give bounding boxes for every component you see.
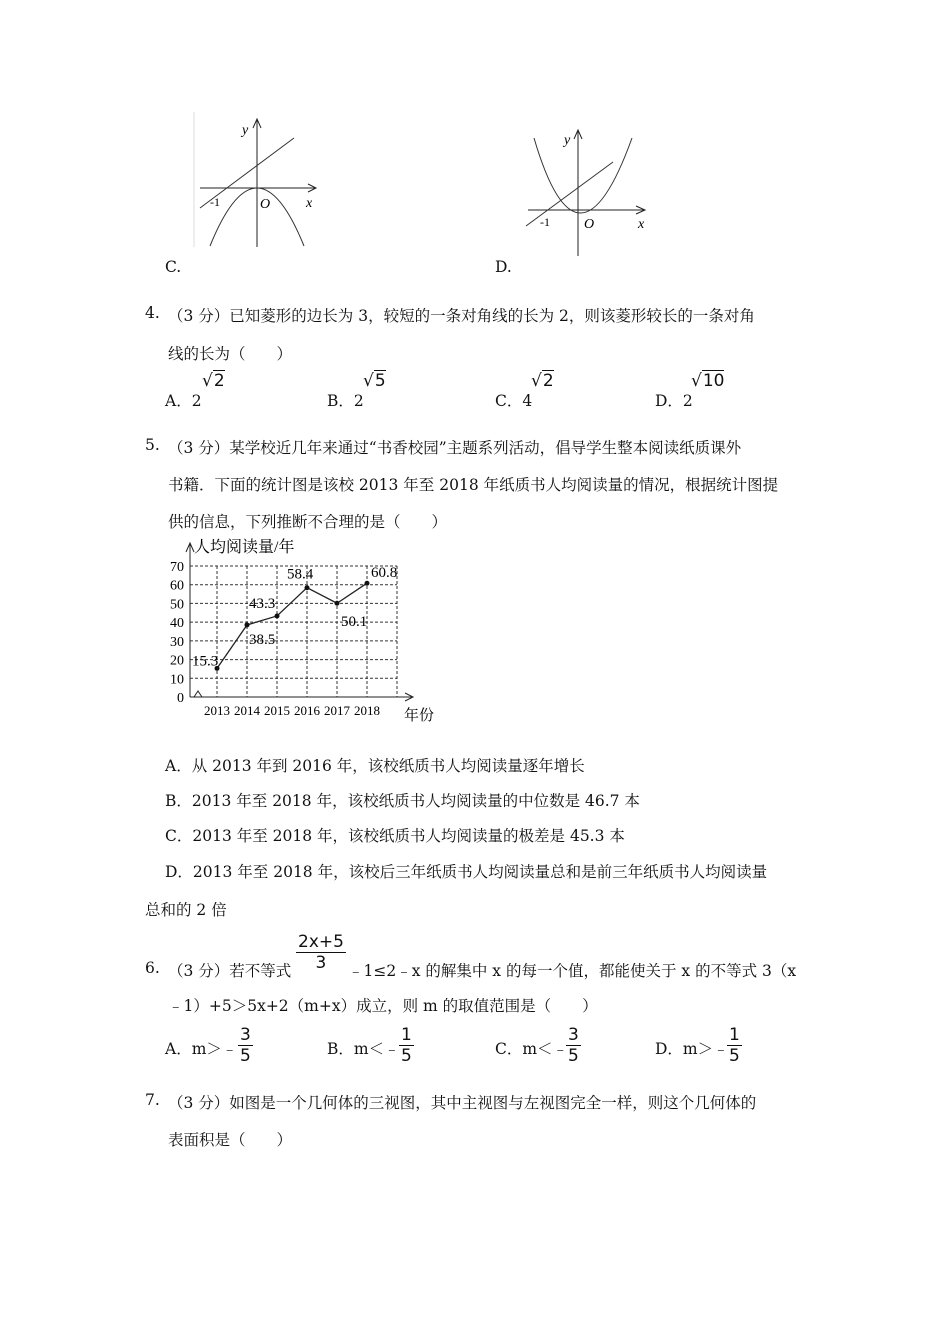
tick-label: -1 <box>210 195 220 209</box>
data-label: 50.1 <box>341 614 368 631</box>
question-text: 书籍．下面的统计图是该校 2013 年至 2018 年纸质书人均阅读量的情况，根据统计图提 <box>168 476 779 494</box>
data-point <box>305 585 310 590</box>
sqrt-expression: √2 <box>202 371 225 391</box>
option-a[interactable]: A．从 2013 年到 2016 年，该校纸质书人均阅读量逐年增长 <box>165 757 585 775</box>
option-b[interactable]: B．2013 年至 2018 年，该校纸质书人均阅读量的中位数是 46.7 本 <box>165 792 640 810</box>
graph-option-c <box>190 112 330 252</box>
x-tick-label: 2015 <box>264 703 290 718</box>
question-text: ﹣1）+5＞5x+2（m+x）成立，则 m 的取值范围是（ ） <box>168 997 598 1015</box>
y-tick-label: 30 <box>170 634 184 650</box>
question-number: 6. <box>145 959 160 977</box>
option-c[interactable]: C．2013 年至 2018 年，该校纸质书人均阅读量的极差是 45.3 本 <box>165 827 625 845</box>
y-tick-label: 50 <box>170 597 184 613</box>
x-tick-label: 2014 <box>234 703 260 718</box>
x-tick-label: 2013 <box>204 703 230 718</box>
question-text: 表面积是（ ） <box>168 1131 293 1149</box>
option-c[interactable]: C．m＜﹣ <box>495 1040 569 1058</box>
y-tick-label: 0 <box>177 691 184 706</box>
sqrt-expression: √10 <box>691 371 725 391</box>
question-text: （3 分）如图是一个几何体的三视图，其中主视图与左视图完全一样，则这个几何体的 <box>168 1094 757 1112</box>
reading-chart <box>160 530 440 725</box>
question-number: 4. <box>145 304 160 322</box>
question-text: ﹣1≤2﹣x 的解集中 x 的每一个值，都能使关于 x 的不等式 3（x <box>348 962 797 980</box>
y-axis-label: y <box>242 123 249 138</box>
x-tick-label: 2017 <box>324 703 350 718</box>
data-label: 15.3 <box>192 653 219 670</box>
data-point <box>245 622 250 627</box>
option-c-label: C. <box>165 258 182 276</box>
y-tick-label: 70 <box>170 560 184 575</box>
fraction: 3 5 <box>240 1025 251 1066</box>
option-b[interactable]: B．2 <box>327 392 364 410</box>
option-a[interactable]: A．2 <box>165 392 202 410</box>
x-axis-title: 年份 <box>404 708 435 724</box>
option-a[interactable]: A．m＞﹣ <box>165 1040 238 1058</box>
option-d-label: D. <box>495 258 512 276</box>
data-label: 38.5 <box>249 631 276 648</box>
question-text: （3 分）若不等式 <box>168 962 292 980</box>
x-axis-label: x <box>306 196 313 211</box>
question-text: 线的长为（ ） <box>168 345 293 363</box>
option-d-continuation: 总和的 2 倍 <box>145 901 227 919</box>
y-axis-label: y <box>564 133 571 148</box>
question-text: 供的信息，下列推断不合理的是（ ） <box>168 513 448 531</box>
y-tick-label: 20 <box>170 653 184 669</box>
data-point <box>275 613 280 618</box>
option-c[interactable]: C．4 <box>495 392 533 410</box>
y-tick-label: 40 <box>170 616 184 632</box>
data-label: 43.3 <box>249 595 276 612</box>
fraction: 2x+5 3 <box>298 932 344 973</box>
origin-label: O <box>260 197 271 212</box>
y-tick-label: 10 <box>170 672 184 688</box>
question-text: （3 分）某学校近几年来通过“书香校园”主题系列活动，倡导学生整本阅读纸质课外 <box>168 439 742 457</box>
question-number: 7. <box>145 1091 160 1109</box>
y-axis-title: 人均阅读量/年 <box>194 539 295 556</box>
origin-label: O <box>584 217 595 232</box>
fraction: 1 5 <box>401 1025 412 1066</box>
x-tick-label: 2016 <box>294 703 320 718</box>
option-b[interactable]: B．m＜﹣ <box>327 1040 400 1058</box>
x-tick-label: 2018 <box>354 703 380 718</box>
data-label: 58.4 <box>287 566 314 583</box>
data-point <box>335 601 340 606</box>
sqrt-expression: √5 <box>363 371 386 391</box>
data-label: 60.8 <box>371 565 398 582</box>
fraction: 1 5 <box>729 1025 740 1066</box>
sqrt-expression: √2 <box>531 371 554 391</box>
data-point <box>365 581 370 586</box>
option-d[interactable]: D．m＞﹣ <box>655 1040 729 1058</box>
graph-option-d <box>522 128 652 258</box>
question-text: （3 分）已知菱形的边长为 3，较短的一条对角线的长为 2，则该菱形较长的一条对角 <box>168 307 755 325</box>
axis-break <box>194 691 202 697</box>
tick-label: -1 <box>540 215 550 229</box>
x-axis-label: x <box>638 217 645 232</box>
question-number: 5. <box>145 436 160 454</box>
option-d[interactable]: D．2013 年至 2018 年，该校后三年纸质书人均阅读量总和是前三年纸质书人均阅读量 <box>165 863 768 881</box>
y-tick-label: 60 <box>170 578 184 594</box>
fraction: 3 5 <box>568 1025 579 1066</box>
option-d[interactable]: D．2 <box>655 392 693 410</box>
